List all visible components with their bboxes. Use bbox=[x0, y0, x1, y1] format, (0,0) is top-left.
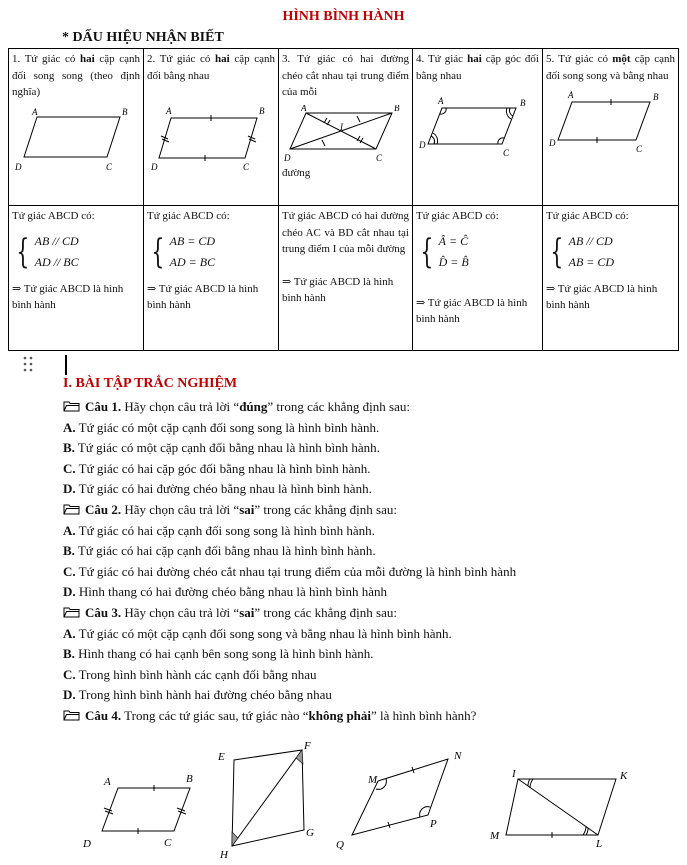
svg-text:N: N bbox=[454, 750, 462, 762]
folder-icon bbox=[63, 504, 80, 515]
option-item: D. Hình thang có hai đường chéo bằng nhau là hình bình hành bbox=[63, 584, 388, 600]
sign-cell-5: 5. Tứ giác có một cặp cạnh đối song song và bằng nhau A B C D bbox=[543, 49, 679, 206]
svg-text:D: D bbox=[151, 162, 158, 172]
question-1: Câu 1. Hãy chọn câu trả lời “đúng” trong các khẳng định sau: bbox=[63, 397, 673, 418]
svg-text:C: C bbox=[376, 152, 383, 163]
svg-text:D: D bbox=[549, 138, 556, 148]
folder-icon bbox=[63, 710, 80, 721]
svg-text:A: A bbox=[568, 90, 574, 100]
sign-cell-3: 3. Tứ giác có hai đường chéo cắt nhau tại trung điểm của mỗi I A B C D đường bbox=[279, 49, 413, 206]
parallelogram-figure-3 bbox=[282, 105, 410, 165]
svg-text:Q: Q bbox=[336, 839, 344, 851]
folder-icon bbox=[63, 401, 80, 412]
svg-text:A: A bbox=[32, 106, 38, 117]
svg-text:C: C bbox=[503, 148, 510, 158]
svg-text:A: A bbox=[166, 106, 172, 116]
svg-text:C: C bbox=[164, 837, 172, 849]
text-cursor bbox=[65, 355, 67, 375]
sign-cell-2: 2. Tứ giác có hai cặp cạnh đối bằng nhau A B C D bbox=[144, 49, 279, 206]
svg-text:K: K bbox=[620, 770, 628, 782]
figure-iklm bbox=[488, 765, 638, 850]
svg-text:G: G bbox=[306, 827, 314, 839]
option-item: B. Tứ giác có một cặp cạnh đối bằng nhau là hình bình hành. bbox=[63, 440, 380, 456]
option-item: C. Trong hình bình hành các cạnh đối bằng nhau bbox=[63, 666, 317, 682]
svg-text:B: B bbox=[259, 106, 265, 116]
svg-text:P: P bbox=[430, 818, 437, 830]
parallelogram-figure-2 bbox=[147, 90, 275, 180]
parallelogram-figure-5 bbox=[546, 90, 674, 156]
table-move-handle[interactable] bbox=[23, 356, 33, 372]
svg-text:B: B bbox=[186, 773, 193, 785]
condition-cell-4: Tứ giác ABCD có: { Â = Ĉ D̂ = B̂ ⇒ Tứ giác ABCD là hình bình hành bbox=[413, 206, 543, 351]
svg-text:B: B bbox=[653, 92, 659, 102]
sign-cell-4: 4. Tứ giác hai cặp góc đối bằng nhau A B C D bbox=[413, 49, 543, 206]
page-title: HÌNH BÌNH HÀNH bbox=[282, 9, 405, 24]
svg-text:D: D bbox=[284, 152, 291, 163]
svg-text:L: L bbox=[596, 838, 603, 850]
condition-cell-1: Tứ giác ABCD có: { AB // CD AD // BC ⇒ Tứ giác ABCD là hình bình hành bbox=[9, 206, 144, 351]
svg-text:C: C bbox=[106, 161, 113, 172]
question-list bbox=[63, 397, 673, 727]
option-item: B. Hình thang có hai cạnh bên song song là hình bình hành. bbox=[63, 646, 374, 662]
option-item: A. Tứ giác có một cặp cạnh đối song song và bằng nhau là hình bình hành. bbox=[63, 625, 452, 641]
option-item: C. Tứ giác có hai cặp góc đối bằng nhau là hình bình hành. bbox=[63, 460, 371, 476]
option-item: D. Tứ giác có hai đường chéo bằng nhau là hình bình hành. bbox=[63, 481, 372, 497]
svg-text:B: B bbox=[394, 104, 400, 113]
svg-text:D: D bbox=[83, 838, 91, 850]
option-item: A. Tứ giác có hai cặp cạnh đối song song là hình bình hành. bbox=[63, 522, 375, 538]
svg-text:B: B bbox=[122, 106, 128, 117]
option-item: B. Tứ giác có hai cặp cạnh đối bằng nhau là hình bình hành. bbox=[63, 543, 376, 559]
svg-text:M: M bbox=[368, 774, 378, 786]
question-2: Câu 2. Hãy chọn câu trả lời “sai” trong các khẳng định sau: bbox=[63, 500, 673, 521]
svg-text:D: D bbox=[15, 161, 22, 172]
figure-mnpq bbox=[332, 745, 472, 855]
svg-text:C: C bbox=[243, 162, 250, 172]
svg-text:A: A bbox=[438, 96, 444, 106]
svg-text:B: B bbox=[520, 98, 526, 108]
svg-text:I: I bbox=[340, 121, 343, 132]
option-item: C. Tứ giác có hai đường chéo cắt nhau tại trung điểm của mỗi đường là hình bình hành bbox=[63, 563, 517, 579]
svg-text:A: A bbox=[301, 104, 307, 113]
figure-efgh bbox=[210, 738, 320, 863]
svg-text:F: F bbox=[304, 740, 311, 752]
svg-text:I: I bbox=[512, 768, 516, 780]
parallelogram-figure-1 bbox=[12, 107, 140, 177]
option-item: A. Tứ giác có một cặp cạnh đối song song là hình bình hành. bbox=[63, 419, 380, 435]
sign-cell-1: 1. Tứ giác có hai cặp cạnh đối song song (theo định nghĩa) A B C D bbox=[9, 49, 144, 206]
svg-text:D: D bbox=[419, 140, 426, 150]
question-3: Câu 3. Hãy chọn câu trả lời “sai” trong các khẳng định sau: bbox=[63, 603, 673, 624]
condition-cell-3: Tứ giác ABCD có hai đường chéo AC và BD cắt nhau tại trung điểm I của mỗi đường ⇒ Tứ giác ABCD là hình bình hành bbox=[279, 206, 413, 351]
section-subtitle: * DẤU HIỆU NHẬN BIẾT bbox=[62, 30, 224, 45]
recognition-table bbox=[8, 48, 679, 351]
option-item: D. Trong hình bình hành hai đường chéo bằng nhau bbox=[63, 687, 332, 703]
parallelogram-figure-4 bbox=[416, 90, 540, 160]
svg-text:M: M bbox=[490, 830, 500, 842]
condition-cell-5: Tứ giác ABCD có: { AB // CD AB = CD ⇒ Tứ giác ABCD là hình bình hành bbox=[543, 206, 679, 351]
svg-text:H: H bbox=[220, 849, 228, 861]
svg-text:A: A bbox=[104, 776, 111, 788]
exercise-heading: I. BÀI TẬP TRẮC NGHIỆM bbox=[63, 376, 238, 391]
figure-abcd bbox=[78, 768, 208, 853]
condition-cell-2: Tứ giác ABCD có: { AB = CD AD = BC ⇒ Tứ giác ABCD là hình bình hành bbox=[144, 206, 279, 351]
question-4: Câu 4. Trong các tứ giác sau, tứ giác nào “không phải” là hình bình hành? bbox=[63, 706, 673, 727]
svg-text:E: E bbox=[218, 751, 225, 763]
svg-text:C: C bbox=[636, 144, 643, 154]
folder-icon bbox=[63, 607, 80, 618]
